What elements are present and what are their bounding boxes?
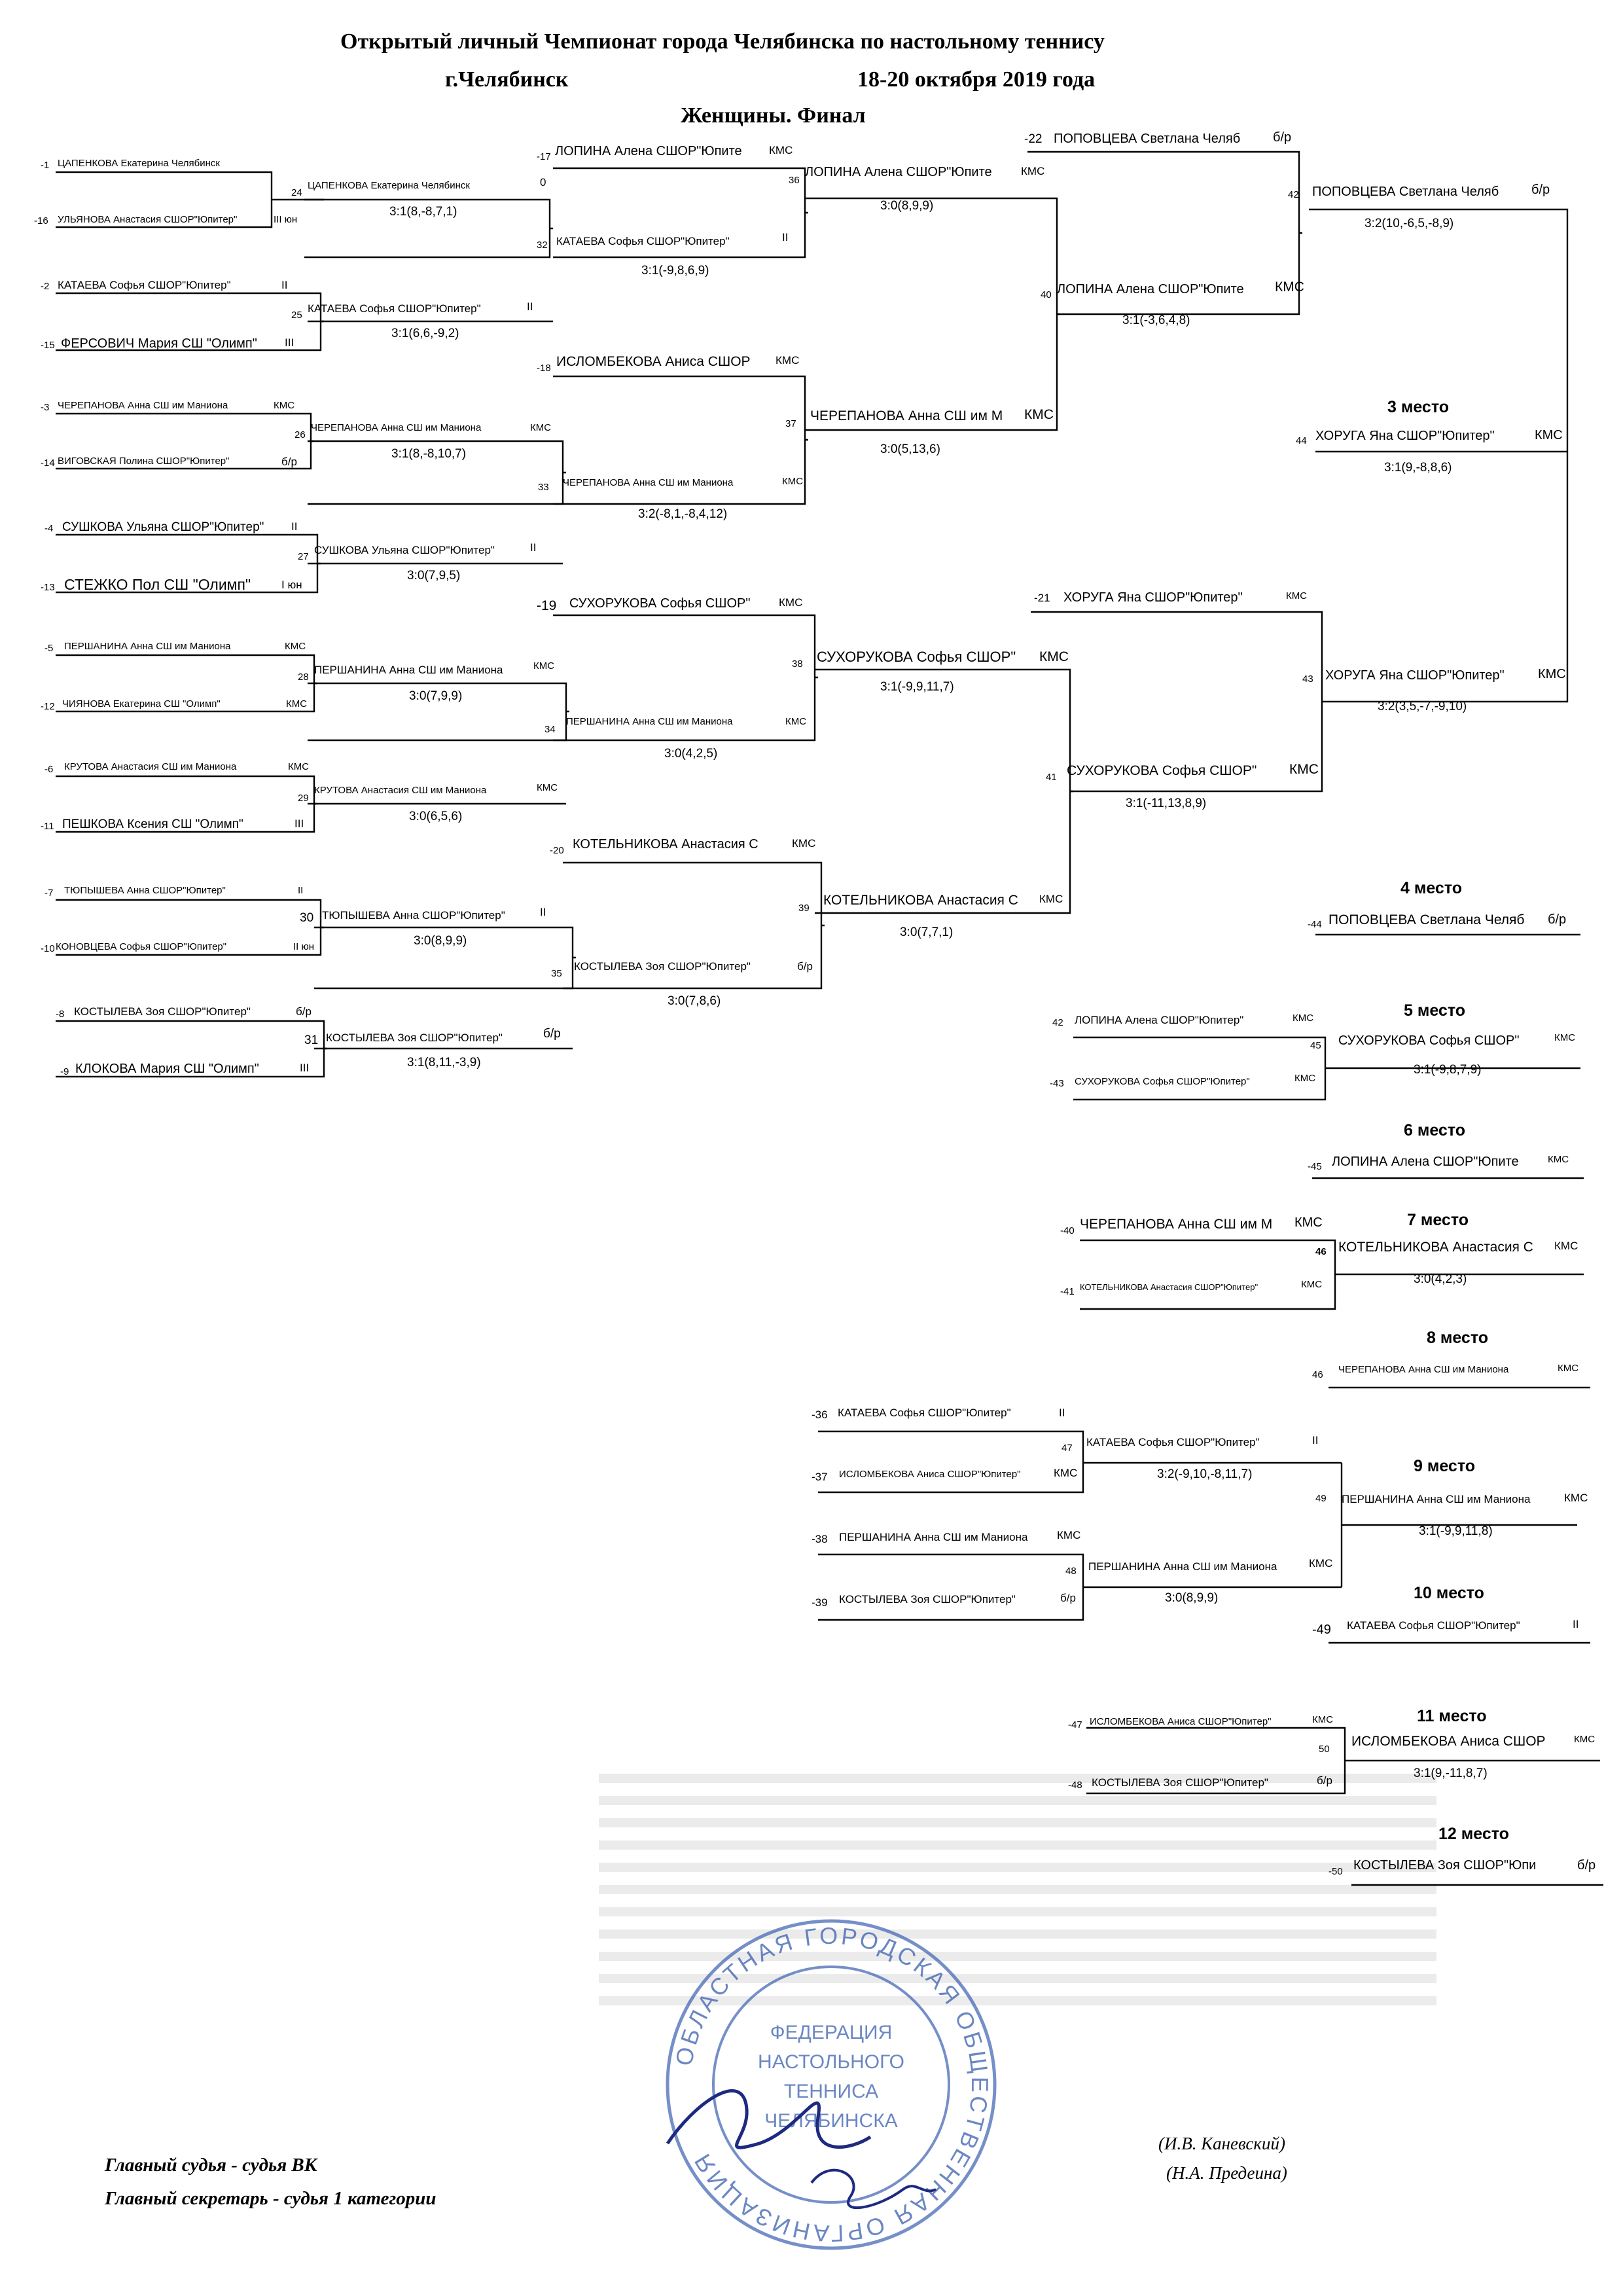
entrant-name: ЛОПИНА Алена СШОР"Юпите	[555, 144, 742, 158]
match-no: 41	[1046, 772, 1057, 783]
r3-winner: ЛОПИНА Алена СШОР"Юпите	[805, 165, 992, 179]
place-score: 3:1(9,-11,8,7)	[1414, 1767, 1488, 1780]
entrant-name: КОТЕЛЬНИКОВА Анастасия С	[573, 837, 758, 852]
place-no: -37	[812, 1471, 828, 1483]
match-no: 43	[1302, 673, 1313, 685]
r1-rank: б/р	[543, 1027, 561, 1041]
place-score: 3:0(4,2,3)	[1414, 1272, 1467, 1286]
seed-no: -9	[60, 1066, 69, 1077]
place-name: ИСЛОМБЕКОВА Аниса СШОР"Юпитер"	[839, 1469, 1021, 1480]
match-no: 48	[1065, 1566, 1077, 1577]
match-no: 49	[1315, 1493, 1327, 1504]
r-rank: КМС	[1309, 1557, 1333, 1570]
place-no: -44	[1308, 919, 1322, 930]
entrant-rank: КМС	[776, 354, 800, 367]
r2-winner: КОСТЫЛЕВА Зоя СШОР"Юпитер"	[574, 960, 751, 973]
place-rank: б/р	[1548, 912, 1567, 927]
r2-rank: б/р	[797, 960, 813, 973]
entrant-rank: КМС	[769, 144, 793, 156]
seed-no: -12	[41, 701, 55, 712]
r2-winner: ЧЕРЕПАНОВА Анна СШ им Маниона	[563, 477, 734, 488]
r1-rank: КМС	[537, 782, 558, 793]
r3-score: 3:0(5,13,6)	[880, 442, 940, 456]
seed-rank: II юн	[293, 941, 315, 952]
seed-rank: КМС	[286, 698, 308, 709]
r1-winner: ТЮПЫШЕВА Анна СШОР"Юпитер"	[322, 909, 505, 922]
match-no: 34	[544, 724, 556, 735]
seed-no: -4	[45, 523, 54, 534]
seed-rank: III юн	[274, 214, 298, 225]
r1-winner: ЧЕРЕПАНОВА Анна СШ им Маниона	[311, 422, 482, 433]
place-rank: КМС	[1301, 1279, 1323, 1290]
r4-score: 3:1(-11,13,8,9)	[1126, 797, 1207, 810]
seed-rank: I юн	[281, 579, 302, 591]
r4-rank: КМС	[1275, 279, 1304, 295]
bracket-line-r4-a	[805, 198, 1060, 430]
match-no: 30	[300, 911, 314, 925]
seed-rank: II	[291, 520, 298, 533]
match-no: 33	[538, 482, 549, 493]
match-no: 46	[1315, 1246, 1327, 1257]
place-name: КОТЕЛЬНИКОВА Анастасия СШОР"Юпитер"	[1080, 1282, 1258, 1292]
r3-score: 3:1(-9,9,11,7)	[880, 680, 954, 694]
seed-name: ТЮПЫШЕВА Анна СШОР"Юпитер"	[64, 885, 226, 896]
place-name: ПЕРШАНИНА Анна СШ им Маниона	[839, 1531, 1028, 1543]
svg-text:ФЕДЕРАЦИЯ: ФЕДЕРАЦИЯ	[770, 2022, 893, 2043]
r1-winner: ЦАПЕНКОВА Екатерина Челябинск	[308, 180, 470, 191]
place-no: -40	[1060, 1225, 1075, 1236]
place-name: КОСТЫЛЕВА Зоя СШОР"Юпитер"	[839, 1593, 1016, 1605]
r4-score: 3:1(-3,6,4,8)	[1122, 314, 1190, 327]
r1-rank: 0	[540, 176, 546, 188]
r4-winner: ЛОПИНА Алена СШОР"Юпите	[1057, 282, 1244, 296]
seed-no: -5	[45, 643, 54, 654]
chief-secretary-label: Главный секретарь - судья 1 категории	[105, 2188, 437, 2209]
r3-winner: СУХОРУКОВА Софья СШОР"	[817, 649, 1016, 665]
r2-score: 3:0(7,8,6)	[668, 994, 721, 1008]
seed-name: УЛЬЯНОВА Анастасия СШОР"Юпитер"	[58, 214, 238, 225]
place-rank: КМС	[1057, 1529, 1081, 1541]
entrant-name: ИСЛОМБЕКОВА Аниса СШОР	[556, 354, 751, 369]
place-rank: КМС	[1564, 1492, 1588, 1504]
r3-score: 3:0(7,7,1)	[900, 925, 954, 939]
match-no: 36	[789, 175, 800, 186]
semi-score: 3:2(10,-6,5,-8,9)	[1364, 217, 1454, 230]
match-no: 28	[298, 672, 309, 683]
entrant-no: -21	[1034, 592, 1050, 604]
seed-name: ЧИЯНОВА Екатерина СШ "Олимп"	[62, 698, 221, 709]
place-no: -45	[1308, 1161, 1322, 1172]
title-dates: 18-20 октября 2019 года	[857, 67, 1096, 92]
seed-name: ПЕРШАНИНА Анна СШ им Маниона	[64, 641, 231, 652]
svg-text:ОБЛАСТНАЯ ГОРОДСКАЯ ОБЩЕСТВЕНН: ОБЛАСТНАЯ ГОРОДСКАЯ ОБЩЕСТВЕННАЯ ОРГАНИЗАЦИЯ	[669, 1922, 994, 2248]
r1-winner: ПЕРШАНИНА Анна СШ им Маниона	[314, 664, 503, 676]
place-rank: II	[1573, 1618, 1579, 1630]
r3-rank: КМС	[1039, 893, 1063, 905]
place-name: КАТАЕВА Софья СШОР"Юпитер"	[1347, 1619, 1520, 1632]
place-rank: КМС	[1294, 1215, 1323, 1230]
seed-name: ВИГОВСКАЯ Полина СШОР"Юпитер"	[58, 456, 230, 467]
r1-rank: II	[527, 300, 533, 313]
r2-rank: КМС	[785, 716, 807, 727]
match-no: 37	[785, 418, 796, 429]
place-title: 9 место	[1414, 1457, 1476, 1475]
place-rank: КМС	[1054, 1467, 1078, 1479]
r-rank: II	[1312, 1434, 1319, 1446]
r1-score: 3:0(6,5,6)	[409, 810, 463, 823]
semi-rank: КМС	[1538, 667, 1566, 681]
entrant-name: ПОПОВЦЕВА Светлана Челяб	[1054, 132, 1241, 146]
match-no: 24	[291, 187, 302, 198]
place-name: ЛОПИНА Алена СШОР"Юпитер"	[1075, 1014, 1244, 1026]
chief-secretary-name: (Н.А. Предеина)	[1166, 2163, 1287, 2183]
place-no: -47	[1068, 1719, 1082, 1731]
seed-rank: КМС	[285, 641, 306, 652]
r1-score: 3:1(6,6,-9,2)	[391, 327, 459, 340]
place-score: 3:1(9,-8,8,6)	[1384, 461, 1452, 475]
svg-text:ЧЕЛЯБИНСКА: ЧЕЛЯБИНСКА	[764, 2110, 898, 2132]
place-winner: СУХОРУКОВА Софья СШОР"	[1338, 1033, 1520, 1048]
match-no: 27	[298, 551, 309, 562]
match-no: 45	[1310, 1040, 1321, 1051]
r1-winner: СУШКОВА Ульяна СШОР"Юпитер"	[314, 544, 495, 556]
place-name: КОСТЫЛЕВА Зоя СШОР"Юпи	[1353, 1858, 1537, 1873]
match-no: 38	[792, 658, 803, 670]
seed-name: КЛОКОВА Мария СШ "Олимп"	[75, 1062, 259, 1076]
r1-winner: КАТАЕВА Софья СШОР"Юпитер"	[308, 302, 481, 315]
chief-judge-label: Главный судья - судья ВК	[105, 2155, 317, 2176]
seed-no: -10	[41, 943, 55, 954]
place-rank: КМС	[1554, 1240, 1578, 1252]
match-no: 39	[798, 903, 810, 914]
place-rank: б/р	[1060, 1592, 1076, 1604]
r3-rank: КМС	[1021, 165, 1045, 177]
place-no: -38	[812, 1533, 828, 1545]
seed-name: КОНОВЦЕВА Софья СШОР"Юпитер"	[56, 941, 227, 952]
seed-no: -7	[45, 888, 54, 899]
place-rank: КМС	[1294, 1073, 1316, 1084]
place-score: 3:1(-9,8,7,9)	[1414, 1063, 1482, 1077]
bracket-line-ninth-a	[818, 1431, 1342, 1492]
place-title: 3 место	[1387, 398, 1450, 416]
bracket-line-final	[1309, 209, 1567, 702]
r3-rank: КМС	[1024, 407, 1054, 422]
svg-text:ТЕННИСА: ТЕННИСА	[783, 2081, 879, 2102]
match-no: 50	[1319, 1744, 1330, 1755]
r2-winner: ПЕРШАНИНА Анна СШ им Маниона	[566, 716, 733, 727]
r4-rank: КМС	[1289, 762, 1319, 777]
place-no: -50	[1329, 1866, 1343, 1877]
entrant-rank: КМС	[1286, 590, 1308, 601]
place-rank: б/р	[1317, 1774, 1332, 1787]
r1-rank: КМС	[530, 422, 552, 433]
match-no: 40	[1041, 289, 1052, 300]
r2-winner: КАТАЕВА Софья СШОР"Юпитер"	[556, 235, 730, 247]
entrant-rank: б/р	[1273, 130, 1292, 145]
r2-score: 3:0(4,2,5)	[664, 747, 718, 761]
r1-score: 3:0(7,9,5)	[407, 569, 461, 583]
place-rank: КМС	[1574, 1734, 1596, 1745]
seed-no: -13	[41, 582, 55, 593]
seed-rank: КМС	[288, 761, 310, 772]
place-rank: КМС	[1558, 1363, 1579, 1374]
seed-rank: III	[294, 817, 304, 830]
seed-no: -3	[41, 402, 50, 413]
r-winner: ПЕРШАНИНА Анна СШ им Маниона	[1088, 1560, 1277, 1573]
seed-no: -11	[41, 821, 54, 832]
r3-winner: ЧЕРЕПАНОВА Анна СШ им М	[810, 408, 1003, 423]
place-rank: КМС	[1548, 1154, 1569, 1165]
r1-score: 3:1(8,11,-3,9)	[407, 1056, 481, 1069]
seed-no: -15	[41, 340, 55, 351]
entrant-rank: КМС	[779, 596, 803, 609]
seed-no: -8	[56, 1009, 65, 1020]
place-name: КАТАЕВА Софья СШОР"Юпитер"	[838, 1407, 1011, 1419]
match-no: 47	[1061, 1443, 1073, 1454]
seed-name: СУШКОВА Ульяна СШОР"Юпитер"	[62, 520, 264, 534]
place-rank: КМС	[1554, 1032, 1576, 1043]
place-no: -48	[1068, 1780, 1082, 1791]
match-no: 31	[304, 1033, 319, 1047]
place-winner: КОТЕЛЬНИКОВА Анастасия С	[1338, 1240, 1533, 1255]
match-no: 25	[291, 310, 302, 321]
place-no: -49	[1312, 1623, 1331, 1637]
place-title: 4 место	[1400, 879, 1463, 897]
seed-rank: III	[285, 336, 294, 349]
place-winner: ПЕРШАНИНА Анна СШ им Маниона	[1342, 1493, 1531, 1505]
r2-score: 3:1(-9,8,6,9)	[641, 264, 709, 278]
place-no: -39	[812, 1596, 828, 1609]
bracket-line-r4-b	[815, 670, 1073, 913]
place-name: ЧЕРЕПАНОВА Анна СШ им Маниона	[1338, 1364, 1509, 1375]
r1-rank: II	[540, 906, 546, 918]
place-rank: КМС	[1293, 1013, 1314, 1024]
place-title: 5 место	[1404, 1001, 1466, 1020]
r1-winner: КРУТОВА Анастасия СШ им Маниона	[314, 785, 487, 796]
place-title: 8 место	[1427, 1329, 1489, 1347]
place-title: 12 место	[1438, 1825, 1509, 1843]
seed-no: -14	[41, 457, 55, 469]
r2-rank: КМС	[782, 476, 804, 487]
place-name: ЧЕРЕПАНОВА Анна СШ им М	[1080, 1217, 1273, 1232]
r3-rank: КМС	[1039, 649, 1069, 664]
place-title: 11 место	[1417, 1707, 1487, 1725]
place-name: ИСЛОМБЕКОВА Аниса СШОР"Юпитер"	[1090, 1716, 1272, 1727]
seed-name: СТЕЖКО Пол СШ "Олимп"	[64, 576, 251, 593]
seed-rank: КМС	[274, 400, 295, 411]
place-title: 6 место	[1404, 1121, 1466, 1139]
match-no: 26	[294, 429, 306, 440]
r-score: 3:0(8,9,9)	[1165, 1591, 1219, 1605]
place-title: 7 место	[1407, 1211, 1469, 1229]
r-score: 3:2(-9,10,-8,11,7)	[1157, 1467, 1253, 1481]
place-name: КОСТЫЛЕВА Зоя СШОР"Юпитер"	[1092, 1776, 1268, 1789]
r1-score: 3:1(8,-8,7,1)	[389, 205, 457, 219]
semi-score: 3:2(3,5,-7,-9,10)	[1378, 700, 1467, 713]
place-no: -43	[1050, 1078, 1064, 1089]
place-rank: КМС	[1312, 1714, 1334, 1725]
entrant-no: -17	[537, 151, 551, 162]
seed-rank: б/р	[296, 1005, 312, 1018]
organization-stamp	[654, 1908, 1008, 2261]
seed-rank: II	[298, 885, 304, 896]
entrant-name: ХОРУГА Яна СШОР"Юпитер"	[1063, 590, 1243, 605]
entrant-name: СУХОРУКОВА Софья СШОР"	[569, 596, 751, 611]
place-no: -41	[1060, 1286, 1075, 1297]
seed-name: ЦАПЕНКОВА Екатерина Челябинск	[58, 158, 220, 169]
place-rank: КМС	[1535, 428, 1563, 442]
place-rank: б/р	[1577, 1858, 1596, 1873]
seed-name: ФЕРСОВИЧ Мария СШ "Олимп"	[61, 336, 257, 351]
match-no: 35	[551, 968, 562, 979]
seed-name: ЧЕРЕПАНОВА Анна СШ им Маниона	[58, 400, 228, 411]
place-rank: II	[1059, 1407, 1065, 1419]
match-no: 42	[1288, 189, 1299, 200]
r1-winner: КОСТЫЛЕВА Зоя СШОР"Юпитер"	[326, 1031, 503, 1044]
seed-rank: II	[281, 279, 288, 291]
seed-no: -6	[45, 764, 54, 775]
r3-winner: КОТЕЛЬНИКОВА Анастасия С	[823, 893, 1018, 908]
r2-rank: II	[782, 231, 789, 243]
entrant-no: -18	[537, 363, 551, 374]
r1-score: 3:1(8,-8,10,7)	[391, 447, 467, 461]
place-title: 10 место	[1414, 1584, 1484, 1602]
seed-rank: б/р	[281, 456, 297, 468]
place-winner: ХОРУГА Яна СШОР"Юпитер"	[1315, 429, 1495, 443]
title-subtitle: Женщины. Финал	[681, 103, 866, 128]
r1-score: 3:0(8,9,9)	[414, 934, 467, 948]
place-no: 46	[1312, 1369, 1323, 1380]
semi-winner: ПОПОВЦЕВА Светлана Челяб	[1312, 185, 1499, 199]
semi-rank: б/р	[1531, 183, 1550, 197]
r1-rank: II	[530, 541, 537, 554]
place-winner: ИСЛОМБЕКОВА Аниса СШОР	[1351, 1734, 1546, 1749]
r-winner: КАТАЕВА Софья СШОР"Юпитер"	[1086, 1436, 1260, 1448]
seed-name: ПЕШКОВА Ксения СШ "Олимп"	[62, 817, 243, 831]
seed-name: КОСТЫЛЕВА Зоя СШОР"Юпитер"	[74, 1005, 251, 1018]
entrant-rank: КМС	[792, 837, 816, 850]
entrant-no: -20	[550, 845, 564, 856]
semi-winner: ХОРУГА Яна СШОР"Юпитер"	[1325, 668, 1505, 683]
match-no: 32	[537, 240, 548, 251]
svg-text:НАСТОЛЬНОГО: НАСТОЛЬНОГО	[758, 2051, 904, 2073]
seed-no: -16	[34, 215, 48, 226]
place-score: 3:1(-9,9,11,8)	[1419, 1524, 1493, 1538]
r3-score: 3:0(8,9,9)	[880, 199, 934, 213]
place-no: 42	[1052, 1017, 1063, 1028]
r2-score: 3:2(-8,1,-8,4,12)	[638, 507, 728, 521]
chief-judge-name: (И.В. Каневский)	[1158, 2134, 1286, 2153]
r1-rank: КМС	[533, 660, 555, 672]
entrant-no: -22	[1024, 132, 1043, 146]
title-city: г.Челябинск	[445, 67, 569, 92]
seed-no: -2	[41, 281, 50, 292]
entrant-no: -19	[537, 598, 557, 613]
r4-winner: СУХОРУКОВА Софья СШОР"	[1067, 763, 1257, 778]
title-line1: Открытый личный Чемпионат города Челябинска по настольному теннису	[340, 29, 1105, 54]
r1-score: 3:0(7,9,9)	[409, 689, 463, 703]
seed-rank: III	[300, 1062, 310, 1074]
seed-no: -1	[41, 160, 50, 171]
seed-name: КРУТОВА Анастасия СШ им Маниона	[64, 761, 237, 772]
place-name: ЛОПИНА Алена СШОР"Юпите	[1332, 1155, 1519, 1169]
place-no: -36	[812, 1408, 828, 1421]
place-name: СУХОРУКОВА Софья СШОР"Юпитер"	[1075, 1076, 1250, 1087]
match-no: 44	[1296, 435, 1307, 446]
place-name: ПОПОВЦЕВА Светлана Челяб	[1329, 912, 1525, 927]
match-no: 29	[298, 793, 309, 804]
seed-name: КАТАЕВА Софья СШОР"Юпитер"	[58, 279, 231, 291]
